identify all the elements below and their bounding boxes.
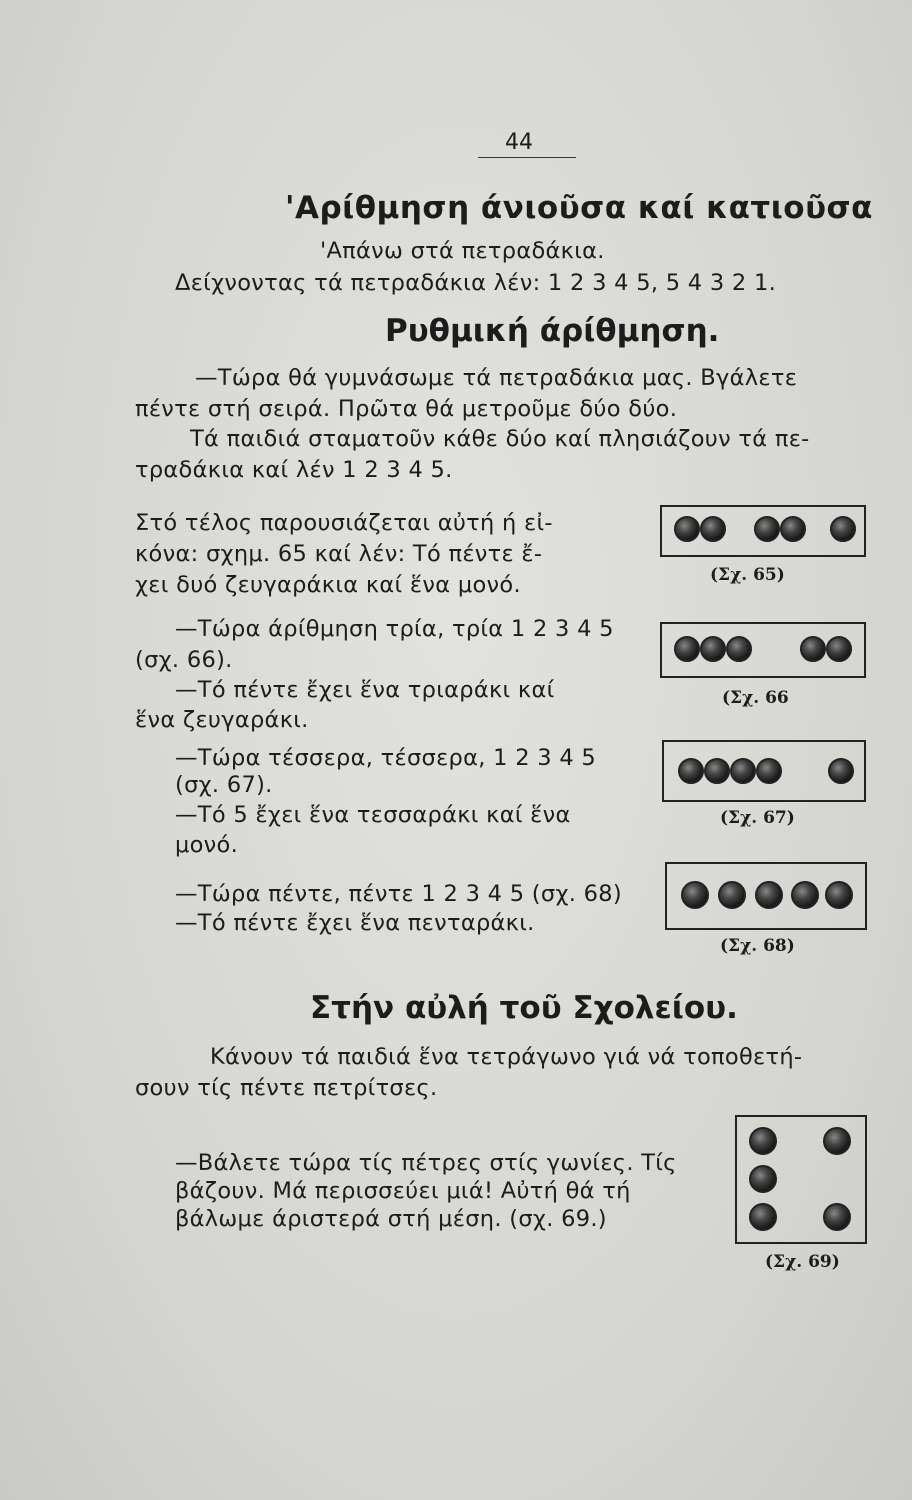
stone-icon (791, 881, 819, 909)
stone-icon (830, 516, 856, 542)
page-number-rule (478, 157, 576, 158)
stone-icon (749, 1127, 777, 1155)
stone-icon (674, 636, 700, 662)
stone-icon (678, 758, 704, 784)
text-line: (σχ. 67). (175, 772, 273, 798)
text-line: Κάνουν τά παιδιά ἕνα τετράγωνο γιά νά τοποθετή- (210, 1044, 803, 1070)
text-line: —Τό πέντε ἔχει ἕνα τριαράκι καί (175, 677, 555, 703)
text-line: τραδάκια καί λέν 1 2 3 4 5. (135, 457, 453, 483)
text-line: βάζουν. Μά περισσεύει μιά! Αὐτή θά τή (175, 1178, 631, 1204)
text-line: Στό τέλος παρουσιάζεται αὐτή ή εἰ- (135, 510, 553, 536)
text-line: Τά παιδιά σταματοῦν κάθε δύο καί πλησιάζουν τά πε- (190, 426, 810, 452)
figure-caption: (Σχ. 67) (720, 808, 795, 828)
figure-caption: (Σχ. 65) (710, 565, 785, 585)
stone-icon (700, 516, 726, 542)
text-line: Δείχνοντας τά πετραδάκια λέν: 1 2 3 4 5, 5 4 3 2 1. (175, 270, 777, 296)
stone-icon (755, 881, 783, 909)
text-line: —Τώρα τέσσερα, τέσσερα, 1 2 3 4 5 (175, 745, 597, 771)
text-line: —Βάλετε τώρα τίς πέτρες στίς γωνίες. Τίς (175, 1150, 677, 1176)
section-title: Στήν αὐλή τοῦ Σχολείου. (310, 990, 738, 1026)
stone-icon (826, 636, 852, 662)
figure-67-box (662, 740, 866, 802)
figure-caption: (Σχ. 69) (765, 1252, 840, 1272)
text-line: —Τώρα άρίθμηση τρία, τρία 1 2 3 4 5 (175, 616, 614, 642)
figure-caption: (Σχ. 68) (720, 936, 795, 956)
stone-icon (823, 1127, 851, 1155)
stone-icon (825, 881, 853, 909)
stone-icon (823, 1203, 851, 1231)
text-line: σουν τίς πέντε πετρίτσες. (135, 1075, 438, 1101)
stone-icon (800, 636, 826, 662)
stone-icon (704, 758, 730, 784)
stone-icon (700, 636, 726, 662)
text-line: μονό. (175, 832, 239, 858)
figure-68-box (665, 862, 867, 930)
stone-icon (828, 758, 854, 784)
stone-icon (780, 516, 806, 542)
figure-69-box (735, 1115, 867, 1244)
text-line: —Τώρα πέντε, πέντε 1 2 3 4 5 (σχ. 68) (175, 881, 622, 907)
stone-icon (754, 516, 780, 542)
stone-icon (749, 1165, 777, 1193)
figure-66-box (660, 622, 866, 678)
stone-icon (749, 1203, 777, 1231)
text-line: —Τό πέντε ἔχει ἕνα πενταράκι. (175, 910, 535, 936)
text-line: ἕνα ζευγαράκι. (135, 707, 309, 733)
figure-65-box (660, 505, 866, 557)
text-line: 'Απάνω στά πετραδάκια. (320, 238, 605, 264)
text-line: —Τό 5 ἔχει ἕνα τεσσαράκι καί ἕνα (175, 802, 571, 828)
page-number: 44 (505, 130, 533, 155)
text-line: χει δυό ζευγαράκια καί ἕνα μονό. (135, 572, 521, 598)
text-line: κόνα: σχημ. 65 καί λέν: Τό πέντε ἔ- (135, 541, 543, 567)
stone-icon (730, 758, 756, 784)
figure-caption: (Σχ. 66 (722, 688, 789, 708)
text-line: (σχ. 66). (135, 647, 233, 673)
text-line: βάλωμε άριστερά στή μέση. (σχ. 69.) (175, 1206, 607, 1232)
stone-icon (756, 758, 782, 784)
stone-icon (718, 881, 746, 909)
stone-icon (674, 516, 700, 542)
text-line: πέντε στή σειρά. Πρῶτα θά μετροῦμε δύο δύο. (135, 396, 678, 422)
subsection-title: Ρυθμική άρίθμηση. (385, 313, 720, 349)
stone-icon (681, 881, 709, 909)
text-line: —Τώρα θά γυμνάσωμε τά πετραδάκια μας. Βγάλετε (195, 365, 798, 391)
section-title: 'Αρίθμηση άνιοῦσα καί κατιοῦσα (285, 190, 873, 226)
stone-icon (726, 636, 752, 662)
